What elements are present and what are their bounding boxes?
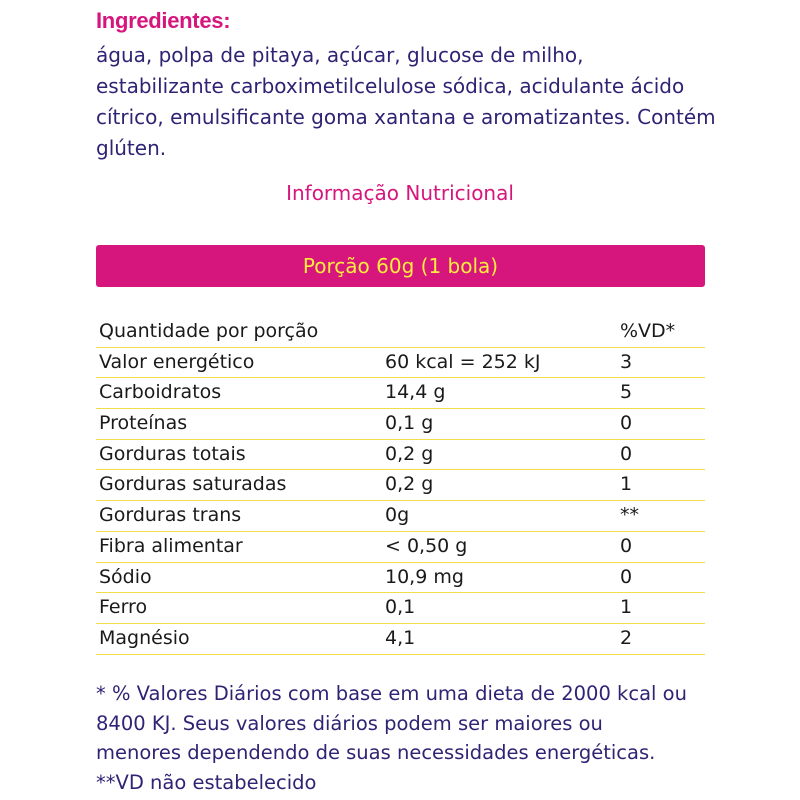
table-row: [96, 378, 705, 409]
nutrient-amount: < 0,50 g: [385, 534, 468, 557]
nutrient-dv: 1: [620, 596, 633, 619]
ingredients-line: cítrico, emulsificante goma xantana e aromatizantes. Contém: [96, 105, 716, 129]
footnote: [96, 679, 736, 797]
footnote-line: menores dependendo de suas necessidades energéticas.: [96, 741, 656, 764]
nutrient-dv: 0: [620, 442, 633, 465]
nutrient-label: Valor energético: [99, 350, 255, 373]
nutrient-label: Proteínas: [99, 412, 188, 435]
nutrient-label: Sódio: [99, 565, 152, 588]
nutrient-label: Carboidratos: [99, 381, 222, 404]
nutrition-table: [96, 317, 705, 655]
nutrient-dv: 5: [620, 381, 633, 404]
nutrient-amount: 0g: [385, 504, 410, 527]
table-row: [96, 470, 705, 501]
nutrient-amount: 0,1 g: [385, 412, 434, 435]
ingredients-text: [96, 40, 746, 164]
nutrient-label: Gorduras totais: [99, 442, 246, 465]
nutrient-dv: 0: [620, 412, 633, 435]
portion-banner: [96, 245, 705, 287]
header-label: Quantidade por porção: [99, 320, 319, 342]
nutrient-label: Fibra alimentar: [99, 534, 243, 557]
nutrient-amount: 10,9 mg: [385, 565, 464, 588]
nutrient-amount: 4,1: [385, 626, 416, 649]
ingredients-title: Ingredientes:: [96, 8, 231, 33]
table-row: [96, 563, 705, 594]
footnote-line: **VD não estabelecido: [96, 770, 317, 794]
portion-label: Porção 60g (1 bola): [302, 254, 499, 278]
nutrient-label: Gorduras saturadas: [99, 473, 287, 496]
nutrient-dv: **: [620, 504, 639, 527]
nutrition-title: Informação Nutricional: [286, 181, 514, 205]
table-row: [96, 348, 705, 379]
nutrient-label: Magnésio: [99, 626, 190, 649]
nutrient-label: Ferro: [99, 596, 148, 619]
ingredients-line: estabilizante carboximetilcelulose sódica, acidulante ácido: [96, 74, 685, 98]
table-row: [96, 532, 705, 563]
ingredients-line: glúten.: [96, 136, 167, 160]
nutrient-dv: 1: [620, 473, 633, 496]
nutrient-dv: 2: [620, 626, 633, 649]
table-row: [96, 409, 705, 440]
nutrient-amount: 60 kcal = 252 kJ: [385, 350, 541, 373]
table-header-row: [96, 317, 705, 348]
nutrient-amount: 0,2 g: [385, 442, 434, 465]
nutrient-dv: 0: [620, 565, 633, 588]
nutrient-dv: 3: [620, 350, 633, 373]
table-row: [96, 593, 705, 624]
header-dv: %VD*: [620, 320, 676, 342]
table-row: [96, 624, 705, 655]
nutrient-dv: 0: [620, 534, 633, 557]
footnote-line: * % Valores Diários com base em uma dieta de 2000 kcal ou: [96, 682, 687, 705]
footnote-line: 8400 KJ. Seus valores diários podem ser maiores ou: [96, 711, 603, 735]
nutrient-amount: 14,4 g: [385, 381, 446, 404]
nutrient-label: Gorduras trans: [99, 504, 242, 527]
table-row: [96, 501, 705, 532]
table-row: [96, 440, 705, 471]
nutrient-amount: 0,1: [385, 596, 416, 619]
nutrient-amount: 0,2 g: [385, 473, 434, 496]
ingredients-line: água, polpa de pitaya, açúcar, glucose de milho,: [96, 43, 584, 67]
